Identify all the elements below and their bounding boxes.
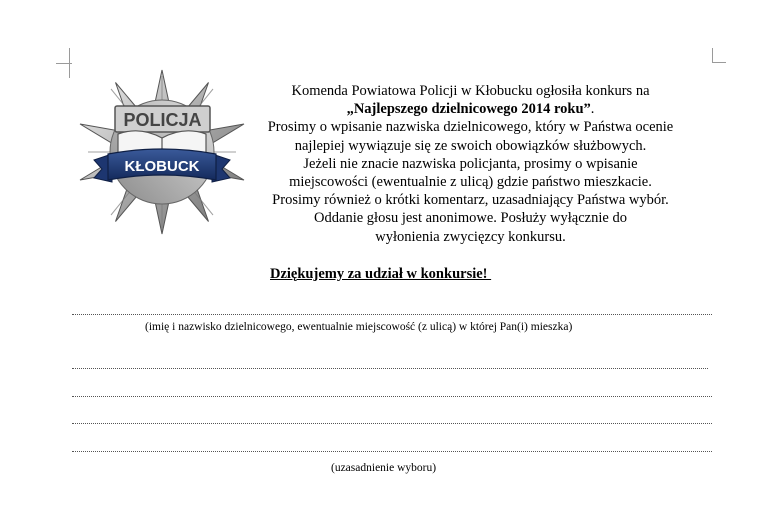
justification-fill-line-3[interactable] (72, 421, 712, 424)
justification-field-caption: (uzasadnienie wyboru) (331, 462, 437, 474)
intro-line-1: Komenda Powiatowa Policji w Kłobucku ogłosiła konkurs na (291, 83, 650, 99)
badge-banner-text: KŁOBUCK (124, 158, 200, 175)
justification-fill-line-2[interactable] (72, 394, 712, 397)
intro-text (248, 82, 693, 246)
intro-line-2 (248, 100, 693, 118)
intro-line-4: najlepiej wywiązuje się ze swoich obowiązków służbowych. (294, 137, 647, 154)
contest-title: „Najlepszego dzielnicowego 2014 roku” (346, 101, 591, 118)
intro-line-3: Prosimy o wpisanie nazwiska dzielnicowego, który w Państwa ocenie (267, 119, 674, 136)
justification-fill-line-4[interactable] (72, 449, 712, 452)
thanks-heading: Dziękujemy za udział w konkursie! (270, 266, 492, 282)
police-star-badge-icon (78, 68, 246, 236)
police-badge-logo (78, 68, 246, 236)
justification-fill-line-1[interactable] (72, 366, 708, 369)
intro-line-2-tail: . (590, 101, 595, 118)
intro-line-8: Oddanie głosu jest anonimowe. Posłuży wyłącznie do (314, 210, 627, 227)
crop-mark-top-right-vertical (712, 48, 713, 63)
crop-mark-top-right-horizontal (712, 62, 726, 63)
intro-line-5: Jeżeli nie znacie nazwiska policjanta, prosimy o wpisanie (303, 155, 638, 172)
name-field-caption: (imię i nazwisko dzielnicowego, ewentualnie miejscowość (z ulicą) w której Pan(i) mieszka) (145, 321, 573, 333)
badge-top-text: POLICJA (123, 110, 202, 130)
intro-line-7: Prosimy również o krótki komentarz, uzasadniający Państwa wybór. (272, 192, 669, 209)
crop-mark-top-left-horizontal (56, 63, 72, 64)
name-fill-line[interactable] (72, 312, 712, 315)
intro-line-9: wyłonienia zwycięzcy konkursu. (375, 228, 566, 245)
intro-line-6: miejscowości (ewentualnie z ulicą) gdzie państwo mieszkacie. (289, 174, 652, 191)
